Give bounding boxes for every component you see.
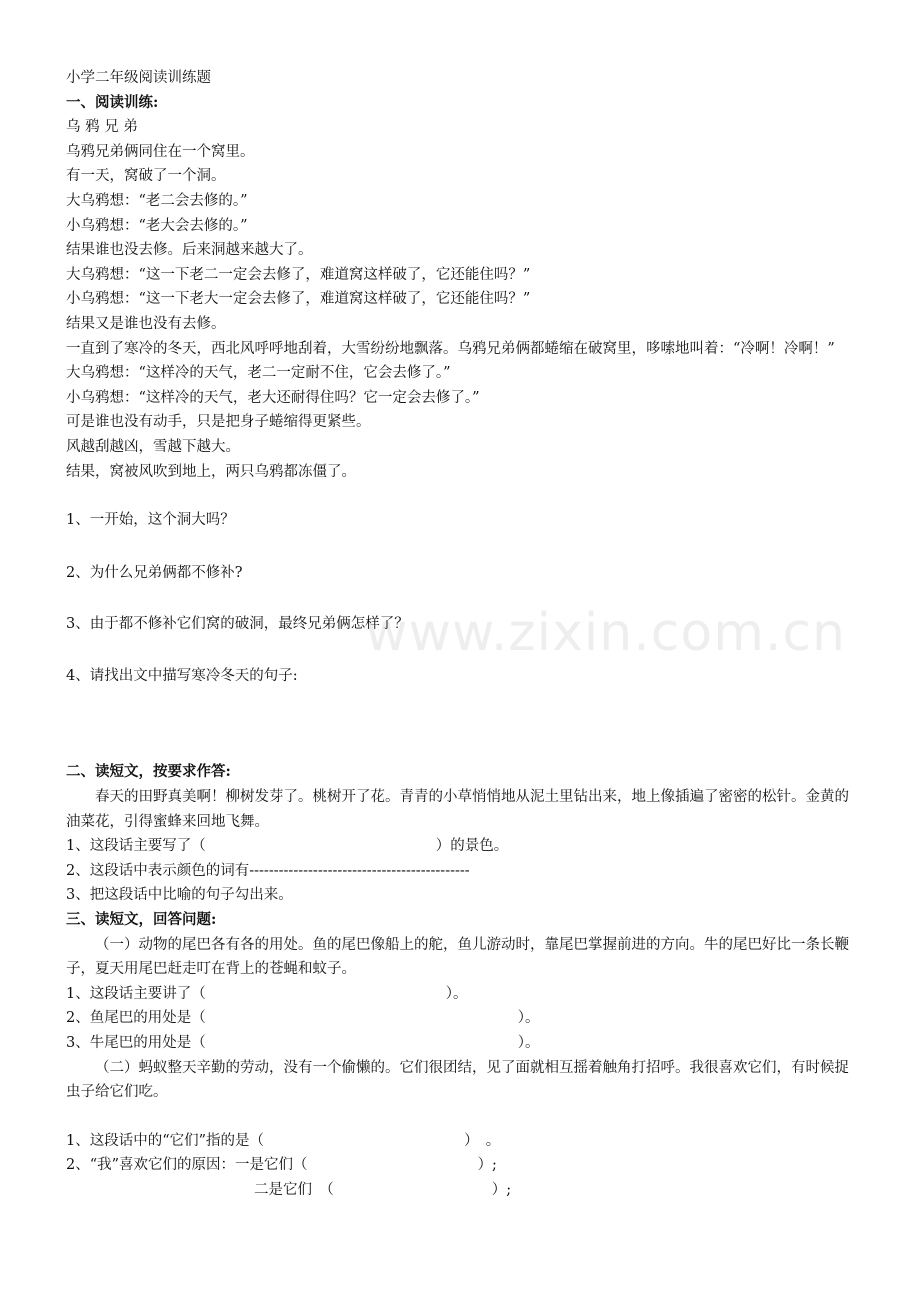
question-4: 4、请找出文中描写寒冷冬天的句子:: [66, 667, 298, 684]
story-line: 风越刮越凶，雪越下越大。: [66, 438, 240, 455]
story-line: 小乌鸦想：“老大会去修的。”: [66, 217, 248, 234]
p2q2-prefix: 2、“我”喜欢它们的原因：一是它们（: [66, 1157, 308, 1174]
section2-question-2: 2、这段话中表示颜色的词有---------------------------------------------: [66, 862, 470, 879]
p1q3-suffix: ）。: [517, 1035, 540, 1051]
question-2: 2、为什么兄弟俩都不修补?: [66, 564, 243, 581]
p2q2b-suffix: ）;: [491, 1181, 512, 1198]
section3-p2-question-2: [66, 1153, 856, 1178]
story-line: 结果，窝被风吹到地上，两只乌鸦都冻僵了。: [66, 463, 356, 480]
p2q1-prefix: 1、这段话中的“它们”指的是（: [66, 1132, 265, 1149]
story-line: 结果谁也没去修。后来洞越来越大了。: [66, 242, 313, 259]
section3-p1-question-3: [66, 1031, 856, 1056]
story-line: 大乌鸦想：“老二会去修的。”: [66, 192, 248, 209]
question-3: 3、由于都不修补它们窝的破洞，最终兄弟俩怎样了？: [66, 616, 409, 633]
p1q1-prefix: 1、这段话主要讲了（: [66, 985, 206, 1002]
section1-heading: 一、阅读训练:: [66, 93, 159, 111]
story-title: 乌 鸦 兄 弟: [66, 119, 138, 136]
section2-question-1: [66, 834, 856, 859]
section3-p1-question-2: [66, 1006, 856, 1031]
section3-passage-1: （一）动物的尾巴各有各的用处。鱼的尾巴像船上的舵，鱼儿游动时，靠尾巴掌握前进的方向。牛的尾巴好比一条长鞭子，夏天用尾巴赶走叮在背上的苍蝇和蚊子。: [66, 936, 849, 978]
section3-p2-question-1: [66, 1129, 856, 1154]
section2-passage: 春天的田野真美啊！柳树发芽了。桃树开了花。青青的小草悄悄地从泥土里钻出来，地上像插遍了密密的松针。金黄的油菜花，引得蜜蜂来回地飞舞。: [66, 789, 849, 830]
p1q1-suffix: ）。: [445, 985, 468, 1002]
section3-heading: 三、读短文，回答问题:: [66, 911, 217, 929]
q1-suffix: ）的景色。: [435, 838, 509, 855]
p2q1-suffix: ） 。: [464, 1132, 501, 1149]
p1q2-prefix: 2、鱼尾巴的用处是（: [66, 1010, 206, 1027]
section3-p1-question-1: [66, 982, 856, 1007]
section3-p2-question-2b: [66, 1178, 856, 1203]
section2-heading: 二、读短文，按要求作答:: [66, 763, 231, 781]
story-line: 大乌鸦想：“这一下老二一定会去修了，难道窝这样破了，它还能住吗？”: [66, 266, 531, 283]
p2q2-suffix: ）;: [477, 1157, 497, 1174]
story-line: 大乌鸦想：“这样冷的天气，老二一定耐不住，它会去修了。”: [66, 365, 451, 382]
document-title: 小学二年级阅读训练题: [66, 70, 211, 86]
q1-prefix: 1、这段话主要写了（: [66, 838, 206, 855]
story-line: 有一天，窝破了一个洞。: [66, 168, 226, 185]
story-long-line: 一直到了寒冷的冬天，西北风呼呼地刮着，大雪纷纷地飘落。乌鸦兄弟俩都蜷缩在破窝里，哆嗦地叫着：“冷啊！冷啊！”: [66, 340, 835, 357]
worksheet-page: [66, 66, 856, 1203]
p1q3-prefix: 3、牛尾巴的用处是（: [66, 1035, 206, 1051]
question-1: 1、一开始，这个洞大吗？: [66, 512, 235, 529]
p1q2-suffix: ）。: [517, 1010, 540, 1027]
section2-question-3: 3、把这段话中比喻的句子勾出来。: [66, 887, 293, 904]
p2q2b-prefix: 二是它们 （: [254, 1181, 334, 1198]
story-line: 小乌鸦想：“这一下老大一定会去修了，难道窝这样破了，它还能住吗？”: [66, 291, 531, 308]
watermark: www.zixin.com.cn: [365, 603, 846, 663]
story-line: 可是谁也没有动手，只是把身子蜷缩得更紧些。: [66, 414, 371, 431]
story-line: 结果又是谁也没有去修。: [66, 315, 226, 332]
story-line: 小乌鸦想：“这样冷的天气，老大还耐得住吗？它一定会去修了。”: [66, 389, 480, 406]
story-line: 乌鸦兄弟俩同住在一个窝里。: [66, 143, 255, 160]
section3-passage-2: （二）蚂蚁整天辛勤的劳动，没有一个偷懒的。它们很团结，见了面就相互摇着触角打招呼。我很喜欢它们，有时候捉虫子给它们吃。: [66, 1059, 849, 1101]
